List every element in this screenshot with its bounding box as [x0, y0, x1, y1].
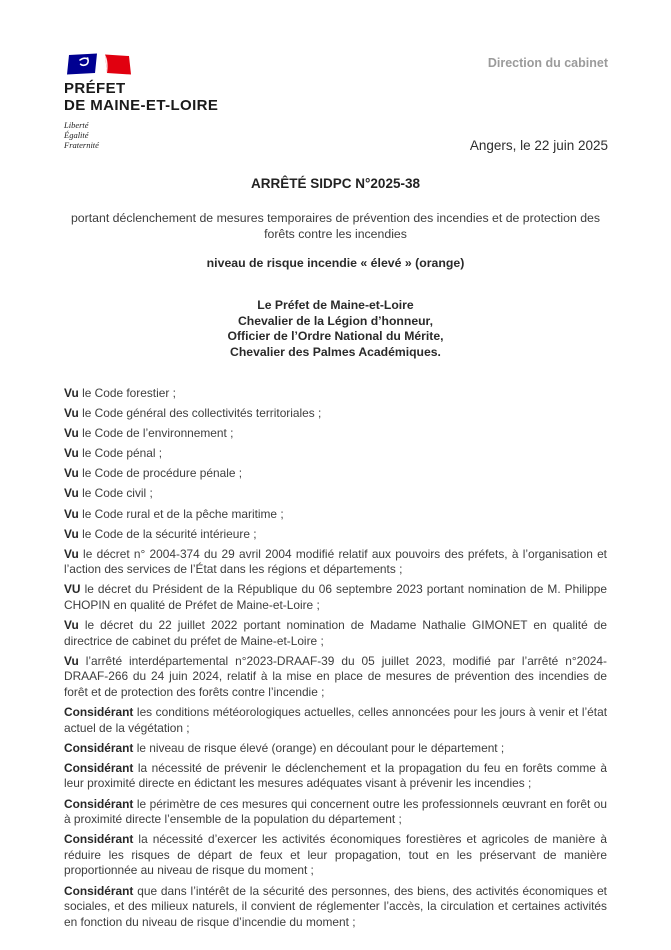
- recital-text: le Code forestier ;: [82, 386, 176, 400]
- recital-label: Considérant: [64, 832, 134, 847]
- recital-item: [64, 582, 607, 613]
- recital-text: le Code de la sécurité intérieure ;: [82, 526, 257, 541]
- recital-text: la nécessité d’exercer les activités économiques forestières et agricoles de manière à réduire les risques de départ de feux et leur propagation, tout en les préservant de manière proportionnée au niveau de risque du moment ;: [64, 832, 607, 878]
- motto-egalite: Égalité: [64, 130, 89, 140]
- authority-line: Chevalier des Palmes Académiques.: [230, 344, 441, 359]
- recital-item: [64, 446, 607, 462]
- recital-text: le Code général des collectivités territoriales ;: [82, 406, 322, 421]
- recital-text: l’arrêté interdépartemental n°2023-DRAAF-39 du 05 juillet 2023, modifié par l’arrêté n°2024-DRAAF-266 du 24 juin 2024, relatif à la mise en place de mesures de prévention des incendies de forêt et de protection des forêts contre l’incendie ;: [64, 653, 607, 699]
- decree-subtitle: portant déclenchement de mesures temporaires de prévention des incendies et de protection des forêts contre les incendies: [70, 211, 601, 241]
- recital-text: le Code de procédure pénale ;: [82, 466, 243, 481]
- recital-item: [64, 386, 607, 402]
- institution-name-line1: PRÉFET: [64, 80, 126, 97]
- authority-line: Le Préfet de Maine-et-Loire: [257, 298, 414, 312]
- recital-label: Vu: [64, 426, 79, 441]
- recital-text: le Code rural et de la pêche maritime ;: [82, 506, 284, 521]
- recital-item: [64, 705, 607, 736]
- issuing-department: Direction du cabinet: [487, 56, 608, 70]
- recital-item: [64, 832, 607, 879]
- recital-item: [64, 406, 607, 422]
- recital-label: Considérant: [64, 760, 134, 775]
- recital-label: Vu: [64, 506, 79, 521]
- recital-item: [64, 547, 607, 578]
- recital-item: [64, 426, 607, 442]
- institution-name-line2: DE MAINE-ET-LOIRE: [64, 97, 219, 114]
- recital-label: Considérant: [64, 740, 134, 755]
- authority-line: Officier de l’Ordre National du Mérite,: [227, 329, 444, 343]
- recital-label: Vu: [64, 618, 79, 633]
- recital-label: Vu: [64, 526, 79, 541]
- recital-label: Vu: [64, 653, 79, 668]
- motto-liberte: Liberté: [64, 120, 89, 130]
- risk-level-line: niveau de risque incendie « élevé » (orange): [206, 256, 465, 270]
- recital-text: le Code de l’environnement ;: [82, 426, 234, 441]
- recital-label: Considérant: [64, 796, 134, 811]
- decree-title: ARRÊTÉ SIDPC N°2025-38: [251, 176, 420, 191]
- recital-item: [64, 741, 607, 757]
- recital-text: le décret n° 2004-374 du 29 avril 2004 modifié relatif aux pouvoirs des préfets, à l’organisation et l’action des services de l’État dans les régions et départements ;: [64, 546, 607, 577]
- recital-item: [64, 507, 607, 523]
- recital-text: le Code pénal ;: [82, 446, 163, 461]
- recital-item: [64, 618, 607, 649]
- recital-label: VU: [64, 582, 81, 597]
- recital-text: le niveau de risque élevé (orange) en découlant pour le département ;: [136, 740, 505, 755]
- decree-body: [64, 176, 607, 935]
- recital-text: les conditions météorologiques actuelles, celles annoncées pour les jours à venir et l’état actuel de la végétation ;: [64, 705, 607, 735]
- recital-label: Vu: [64, 466, 79, 481]
- recital-text: la nécessité de prévenir le déclenchement et la propagation du feu en forêts comme à leur proximité directe en édictant les mesures adéquates visant à prévenir les incendies ;: [64, 760, 607, 791]
- authority-block: [64, 298, 607, 360]
- recital-text: le Code civil ;: [82, 486, 153, 501]
- recital-item: [64, 797, 607, 828]
- recital-label: Considérant: [64, 705, 134, 720]
- recital-text: le décret du Président de la République du 06 septembre 2023 portant nomination de M. Philippe CHOPIN en qualité de Préfet de Maine-et-Loire ;: [64, 582, 607, 613]
- recitals-list: [64, 386, 607, 930]
- recital-label: Vu: [64, 406, 79, 421]
- recital-text: que dans l’intérêt de la sécurité des personnes, des biens, des activités économiques et sociales, et des milieux naturels, il convient de réglementer l’accès, la circulation et certaines activités en fonction du niveau de risque d’incendie du moment ;: [64, 883, 607, 929]
- place-and-date: Angers, le 22 juin 2025: [469, 138, 608, 153]
- authority-line: Chevalier de la Légion d’honneur,: [237, 313, 434, 328]
- recital-text: le périmètre de ces mesures qui concernent outre les professionnels œuvrant en forêt ou à proximité directe l’ensemble de la population du département ;: [64, 796, 607, 827]
- recital-item: [64, 527, 607, 543]
- recital-label: Vu: [64, 546, 79, 561]
- recital-item: [64, 654, 607, 701]
- recital-label: Considérant: [64, 883, 134, 898]
- prefecture-logo: [64, 52, 218, 150]
- recital-item: [64, 884, 607, 931]
- recital-item: [64, 761, 607, 792]
- recital-label: Vu: [64, 386, 79, 400]
- recital-label: Vu: [64, 486, 79, 501]
- motto-fraternite: Fraternité: [64, 140, 99, 150]
- french-flag-icon: [66, 52, 133, 76]
- recital-item: [64, 486, 607, 502]
- recital-item: [64, 466, 607, 482]
- recital-text: le décret du 22 juillet 2022 portant nomination de Madame Nathalie GIMONET en qualité de directrice de cabinet du préfet de Maine-et-Loire ;: [64, 618, 607, 648]
- republic-motto: [64, 120, 218, 150]
- recital-label: Vu: [64, 446, 79, 461]
